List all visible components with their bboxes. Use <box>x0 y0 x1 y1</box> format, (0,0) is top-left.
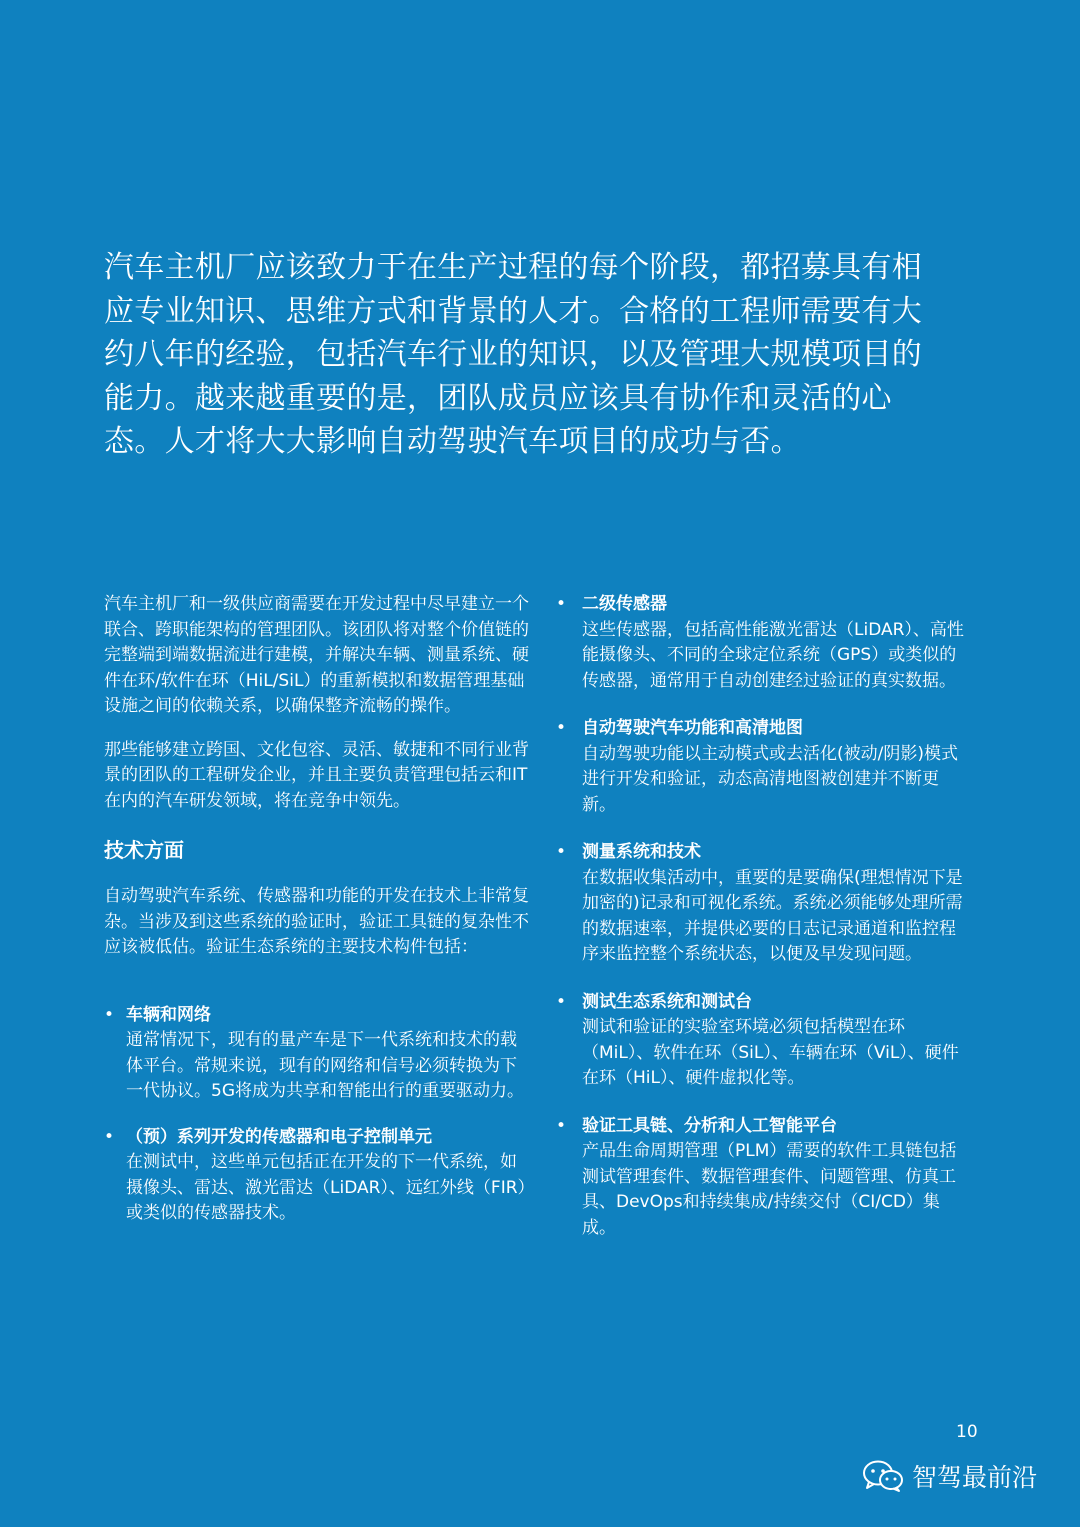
bullet-dot: • <box>556 991 567 1012</box>
section-heading-technical: 技术方面 <box>104 838 184 862</box>
list-item <box>556 990 971 1092</box>
bullet-dot: • <box>104 1126 115 1147</box>
pull-quote: 汽车主机厂应该致力于在生产过程的每个阶段，都招募具有相应专业知识、思维方式和背景的人才。合格的工程师需要有大约八年的经验，包括汽车行业的知识，以及管理大规模项目的能力。越来越重要的是，团队成员应该具有协作和灵活的心态。人才将大大影响自动驾驶汽车项目的成功与否。 <box>104 250 923 459</box>
technical-intro-paragraph: 自动驾驶汽车系统、传感器和功能的开发在技术上非常复杂。当涉及到这些系统的验证时，验证工具链的复杂性不应该被低估。验证生态系统的主要技术构件包括： <box>104 886 529 957</box>
intro-paragraph-1: 汽车主机厂和一级供应商需要在开发过程中尽早建立一个联合、跨职能架构的管理团队。该团队将对整个价值链的完整端到端数据流进行建模，并解决车辆、测量系统、硬件在环/软件在环（HiL/SiL）的重新模拟和数据管理基础设施之间的依赖关系，以确保整齐流畅的操作。 <box>104 594 529 716</box>
right-column <box>556 592 971 1263</box>
left-bullet-list <box>104 1003 529 1227</box>
bullet-description: 这些传感器，包括高性能激光雷达（LiDAR）、高性能摄像头、不同的全球定位系统（GPS）或类似的传感器，通常用于自动创建经过验证的真实数据。 <box>582 619 964 691</box>
list-item <box>556 716 971 818</box>
bullet-dot: • <box>556 1115 567 1136</box>
bullet-dot: • <box>556 842 567 862</box>
watermark <box>862 1458 1037 1494</box>
bullet-title: 车辆和网络 <box>126 1004 211 1025</box>
watermark-text: 智驾最前沿 <box>912 1463 1038 1492</box>
bullet-description: 在数据收集活动中，重要的是要确保(理想情况下是加密的)记录和可视化系统。系统必须能够处理所需的数据速率，并提供必要的日志记录通道和监控程序来监控整个系统状态，以便及早发现问题。 <box>582 867 963 964</box>
list-item <box>556 840 971 968</box>
left-column <box>104 592 529 1247</box>
bullet-description: 通常情况下，现有的量产车是下一代系统和技术的载体平台。常规来说，现有的网络和信号必须转换为下一代协议。5G将成为共享和智能出行的重要驱动力。 <box>126 1030 524 1101</box>
bullet-title: （预）系列开发的传感器和电子控制单元 <box>126 1126 432 1147</box>
intro-paragraph-2: 那些能够建立跨国、文化包容、灵活、敏捷和不同行业背景的团队的工程研发企业，并且主要负责管理包括云和IT在内的汽车研发领域，将在竞争中领先。 <box>104 739 529 811</box>
bullet-description: 在测试中，这些单元包括正在开发的下一代系统，如摄像头、雷达、激光雷达（LiDAR）、远红外线（FIR）或类似的传感器技术。 <box>126 1152 527 1223</box>
bullet-title: 自动驾驶汽车功能和高清地图 <box>582 718 803 738</box>
right-bullet-list <box>556 592 971 1241</box>
list-item <box>104 1003 529 1105</box>
bullet-dot: • <box>556 718 567 738</box>
page-number: 10 <box>956 1422 978 1442</box>
bullet-title: 测试生态系统和测试台 <box>582 991 752 1012</box>
bullet-description: 测试和验证的实验室环境必须包括模型在环（MiL）、软件在环（SiL）、车辆在环（ViL）、硬件在环（HiL）、硬件虚拟化等。 <box>582 1017 959 1088</box>
bullet-title: 验证工具链、分析和人工智能平台 <box>582 1115 837 1136</box>
bullet-dot: • <box>104 1004 115 1025</box>
list-item <box>556 592 971 694</box>
list-item <box>556 1114 971 1242</box>
bullet-title: 测量系统和技术 <box>582 842 701 862</box>
bullet-description: 产品生命周期管理（PLM）需要的软件工具链包括测试管理套件、数据管理套件、问题管理、仿真工具、DevOps和持续集成/持续交付（CI/CD）集成。 <box>582 1141 957 1238</box>
bullet-description: 自动驾驶功能以主动模式或去活化(被动/阴影)模式进行开发和验证，动态高清地图被创建并不断更新。 <box>582 743 958 815</box>
wechat-icon <box>862 1459 904 1493</box>
list-item <box>104 1125 529 1227</box>
bullet-title: 二级传感器 <box>582 594 667 614</box>
bullet-dot: • <box>556 594 567 614</box>
